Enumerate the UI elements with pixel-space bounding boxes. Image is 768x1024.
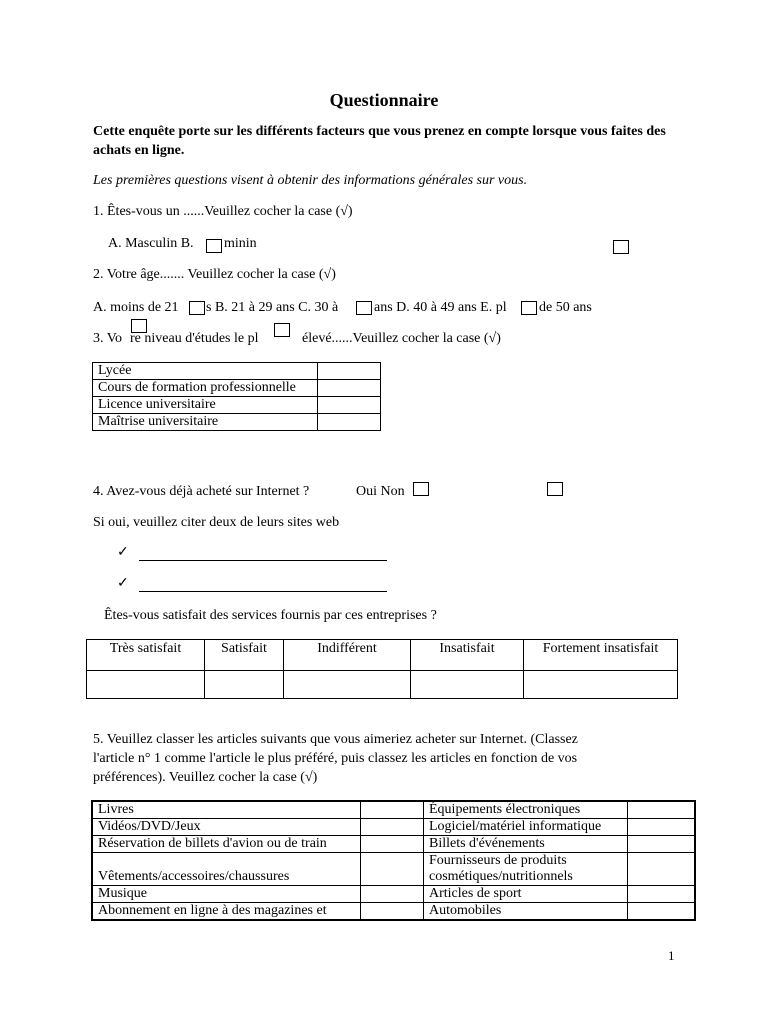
ranking-cell-right[interactable]	[628, 853, 696, 886]
education-label: Cours de formation professionnelle	[93, 380, 318, 397]
page-number: 1	[668, 948, 675, 963]
table-row	[93, 380, 381, 397]
q1-checkbox-feminin[interactable]	[613, 240, 629, 254]
table-row	[87, 640, 678, 671]
satisfaction-cell[interactable]	[284, 671, 411, 699]
table-row	[92, 903, 695, 921]
satisfaction-header: Indifférent	[284, 640, 411, 671]
table-row	[92, 801, 695, 819]
check-icon: ✓	[117, 545, 129, 560]
q4-checkbox-non[interactable]	[547, 482, 563, 496]
q5-question-line1: 5. Veuillez classer les articles suivants que vous aimeriez acheter sur Internet. (Classez	[93, 732, 578, 747]
ranking-item-left: Réservation de billets d'avion ou de train	[92, 836, 361, 853]
q4-checkbox-oui[interactable]	[413, 482, 429, 496]
q1-checkbox-masculin[interactable]	[206, 239, 222, 253]
q1-question: 1. Êtes-vous un ......Veuillez cocher la case (√)	[93, 204, 353, 219]
education-check-cell[interactable]	[318, 414, 381, 431]
q3-education-table	[92, 362, 381, 431]
q1-option-b-rest: minin	[224, 236, 257, 251]
q4-oui-non: Oui Non	[356, 484, 405, 499]
satisfaction-cell[interactable]	[411, 671, 524, 699]
q2-question: 2. Votre âge....... Veuillez cocher la case (√)	[93, 267, 336, 282]
satisfaction-header: Insatisfait	[411, 640, 524, 671]
page-title: Questionnaire	[329, 90, 439, 110]
q3-question-pre: 3. Vo	[93, 331, 123, 346]
ranking-item-right: Billets d'événements	[424, 836, 628, 853]
q3-question-mid: re niveau d'études le pl	[130, 331, 259, 346]
ranking-cell-left[interactable]	[361, 801, 424, 819]
satisfaction-cell[interactable]	[87, 671, 205, 699]
ranking-cell-left[interactable]	[361, 819, 424, 836]
ranking-item-right: Équipements électroniques	[424, 801, 628, 819]
education-check-cell[interactable]	[318, 380, 381, 397]
ranking-item-left: Vêtements/accessoires/chaussures	[92, 853, 361, 886]
table-row	[92, 836, 695, 853]
table-row	[92, 853, 695, 886]
education-check-cell[interactable]	[318, 363, 381, 380]
intro-paragraph: Cette enquête porte sur les différents facteurs que vous prenez en compte lorsque vous faites des achats en ligne.	[93, 124, 666, 158]
ranking-cell-left[interactable]	[361, 903, 424, 921]
table-row	[93, 414, 381, 431]
q2-seg3: ans D. 40 à 49 ans E. pl	[374, 300, 507, 315]
ranking-cell-right[interactable]	[628, 886, 696, 903]
q2-checkbox-under-21[interactable]	[189, 301, 205, 315]
q4-satisfaction-prompt: Êtes-vous satisfait des services fournis par ces entreprises ?	[104, 608, 437, 623]
ranking-item-left: Livres	[92, 801, 361, 819]
education-label: Maîtrise universitaire	[93, 414, 318, 431]
ranking-item-right: Automobiles	[424, 903, 628, 921]
ranking-cell-left[interactable]	[361, 836, 424, 853]
q2-seg1: A. moins de 21	[93, 300, 179, 315]
ranking-cell-right[interactable]	[628, 903, 696, 921]
table-row	[93, 397, 381, 414]
ranking-cell-right[interactable]	[628, 836, 696, 853]
ranking-item-left: Vidéos/DVD/Jeux	[92, 819, 361, 836]
q1-option-a: A. Masculin B.	[108, 236, 194, 251]
table-row	[93, 363, 381, 380]
education-label: Lycée	[93, 363, 318, 380]
q4-sites-prompt: Si oui, veuillez citer deux de leurs sites web	[93, 515, 340, 530]
ranking-cell-right[interactable]	[628, 801, 696, 819]
q3-question-post: élevé......Veuillez cocher la case (√)	[302, 331, 501, 346]
intro-italic: Les premières questions visent à obtenir des informations générales sur vous.	[93, 173, 528, 188]
ranking-cell-left[interactable]	[361, 886, 424, 903]
ranking-table	[91, 800, 696, 921]
ranking-item-left: Musique	[92, 886, 361, 903]
ranking-cell-left[interactable]	[361, 853, 424, 886]
ranking-item-left: Abonnement en ligne à des magazines et	[92, 903, 361, 921]
satisfaction-cell[interactable]	[524, 671, 678, 699]
ranking-cell-right[interactable]	[628, 819, 696, 836]
satisfaction-table	[86, 639, 678, 699]
q2-seg2: s B. 21 à 29 ans C. 30 à	[206, 300, 339, 315]
q2-checkbox-21-29[interactable]	[356, 301, 372, 315]
q5-question-line3: préférences). Veuillez cocher la case (√)	[93, 770, 318, 785]
site-answer-line-2[interactable]	[139, 591, 387, 592]
ranking-item-right: Articles de sport	[424, 886, 628, 903]
site-answer-line-1[interactable]	[139, 560, 387, 561]
q2-seg4: de 50 ans	[539, 300, 592, 315]
education-label: Licence universitaire	[93, 397, 318, 414]
satisfaction-header: Fortement insatisfait	[524, 640, 678, 671]
table-row	[92, 819, 695, 836]
satisfaction-cell[interactable]	[205, 671, 284, 699]
q5-question-line2: l'article n° 1 comme l'article le plus préféré, puis classez les articles en fonction de vos	[93, 751, 578, 766]
ranking-item-right: Logiciel/matériel informatique	[424, 819, 628, 836]
q2-checkbox-over-50[interactable]	[274, 323, 290, 337]
ranking-item-right: Fournisseurs de produits cosmétiques/nutritionnels	[424, 853, 628, 886]
education-check-cell[interactable]	[318, 397, 381, 414]
table-row	[92, 886, 695, 903]
satisfaction-header: Très satisfait	[87, 640, 205, 671]
check-icon: ✓	[117, 576, 129, 591]
table-row	[87, 671, 678, 699]
q2-checkbox-40-49[interactable]	[521, 301, 537, 315]
satisfaction-header: Satisfait	[205, 640, 284, 671]
q4-question: 4. Avez-vous déjà acheté sur Internet ?	[93, 484, 310, 499]
